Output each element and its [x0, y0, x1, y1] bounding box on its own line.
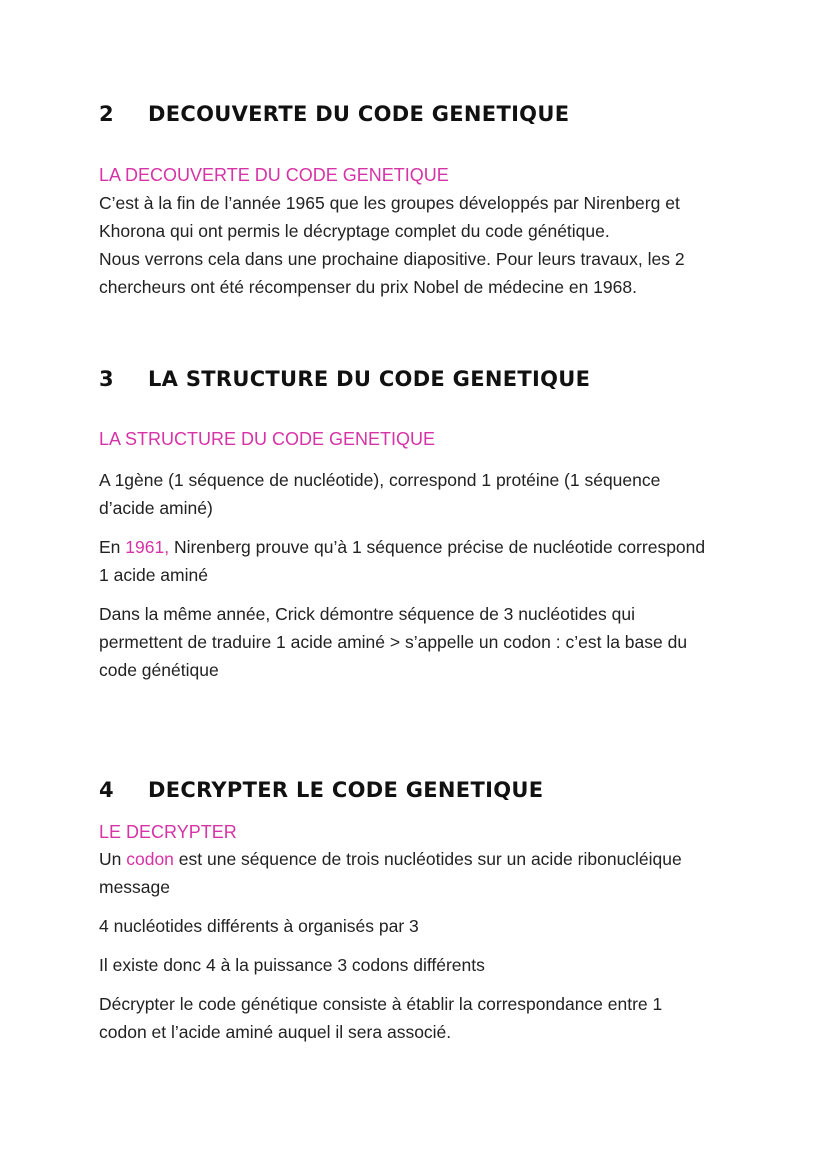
section-3: [99, 366, 739, 392]
section-number: 3: [99, 367, 114, 391]
paragraph: [99, 600, 739, 684]
section-subtitle: LA STRUCTURE DU CODE GENETIQUE: [99, 429, 436, 449]
highlight-year: 1961,: [125, 537, 170, 557]
highlight-term: codon: [126, 849, 174, 869]
text-fragment: Un: [99, 849, 127, 869]
section-2-body: [99, 163, 739, 301]
section-title: DECRYPTER LE CODE GENETIQUE: [148, 778, 544, 802]
text-line: d’acide aminé): [99, 498, 213, 518]
section-heading: [99, 101, 739, 127]
section-4: [99, 777, 739, 803]
section-heading: [99, 366, 739, 392]
text-line: Nous verrons cela dans une prochaine diapositive. Pour leurs travaux, les 2: [99, 249, 685, 269]
text-fragment: Nirenberg prouve qu’à 1 séquence précise de nucléotide correspond: [169, 537, 706, 557]
text-line: code génétique: [99, 660, 219, 680]
section-subtitle: LE DECRYPTER: [99, 822, 237, 842]
paragraph: [99, 990, 739, 1046]
text-line: message: [99, 877, 171, 897]
text-line: Dans la même année, Crick démontre séquence de 3 nucléotides qui: [99, 604, 636, 624]
section-2: [99, 101, 739, 127]
text-line: Khorona qui ont permis le décryptage complet du code génétique.: [99, 221, 610, 241]
text-line: permettent de traduire 1 acide aminé > s’appelle un codon : c’est la base du: [99, 632, 688, 652]
paragraph: [99, 533, 739, 589]
paragraph: [99, 466, 739, 522]
paragraph: Il existe donc 4 à la puissance 3 codons différents: [99, 955, 485, 975]
section-4-body: [99, 820, 739, 1046]
section-subtitle: LA DECOUVERTE DU CODE GENETIQUE: [99, 165, 449, 185]
paragraph: [99, 845, 739, 901]
text-line: A 1gène (1 séquence de nucléotide), correspond 1 protéine (1 séquence: [99, 470, 661, 490]
section-number: 4: [99, 778, 114, 802]
section-title: DECOUVERTE DU CODE GENETIQUE: [148, 102, 570, 126]
text-line: Décrypter le code génétique consiste à établir la correspondance entre 1: [99, 994, 663, 1014]
section-title: LA STRUCTURE DU CODE GENETIQUE: [148, 367, 591, 391]
text-line: chercheurs ont été récompenser du prix Nobel de médecine en 1968.: [99, 277, 637, 297]
section-3-body: [99, 427, 739, 684]
text-line: C’est à la fin de l’année 1965 que les groupes développés par Nirenberg et: [99, 193, 680, 213]
section-heading: [99, 777, 739, 803]
text-line: 1 acide aminé: [99, 565, 208, 585]
text-fragment: est une séquence de trois nucléotides sur un acide ribonucléique: [173, 849, 682, 869]
text-fragment: En: [99, 537, 126, 557]
text-line: codon et l’acide aminé auquel il sera associé.: [99, 1022, 452, 1042]
section-number: 2: [99, 102, 114, 126]
paragraph: [99, 189, 739, 301]
paragraph: 4 nucléotides différents à organisés par 3: [99, 916, 419, 936]
